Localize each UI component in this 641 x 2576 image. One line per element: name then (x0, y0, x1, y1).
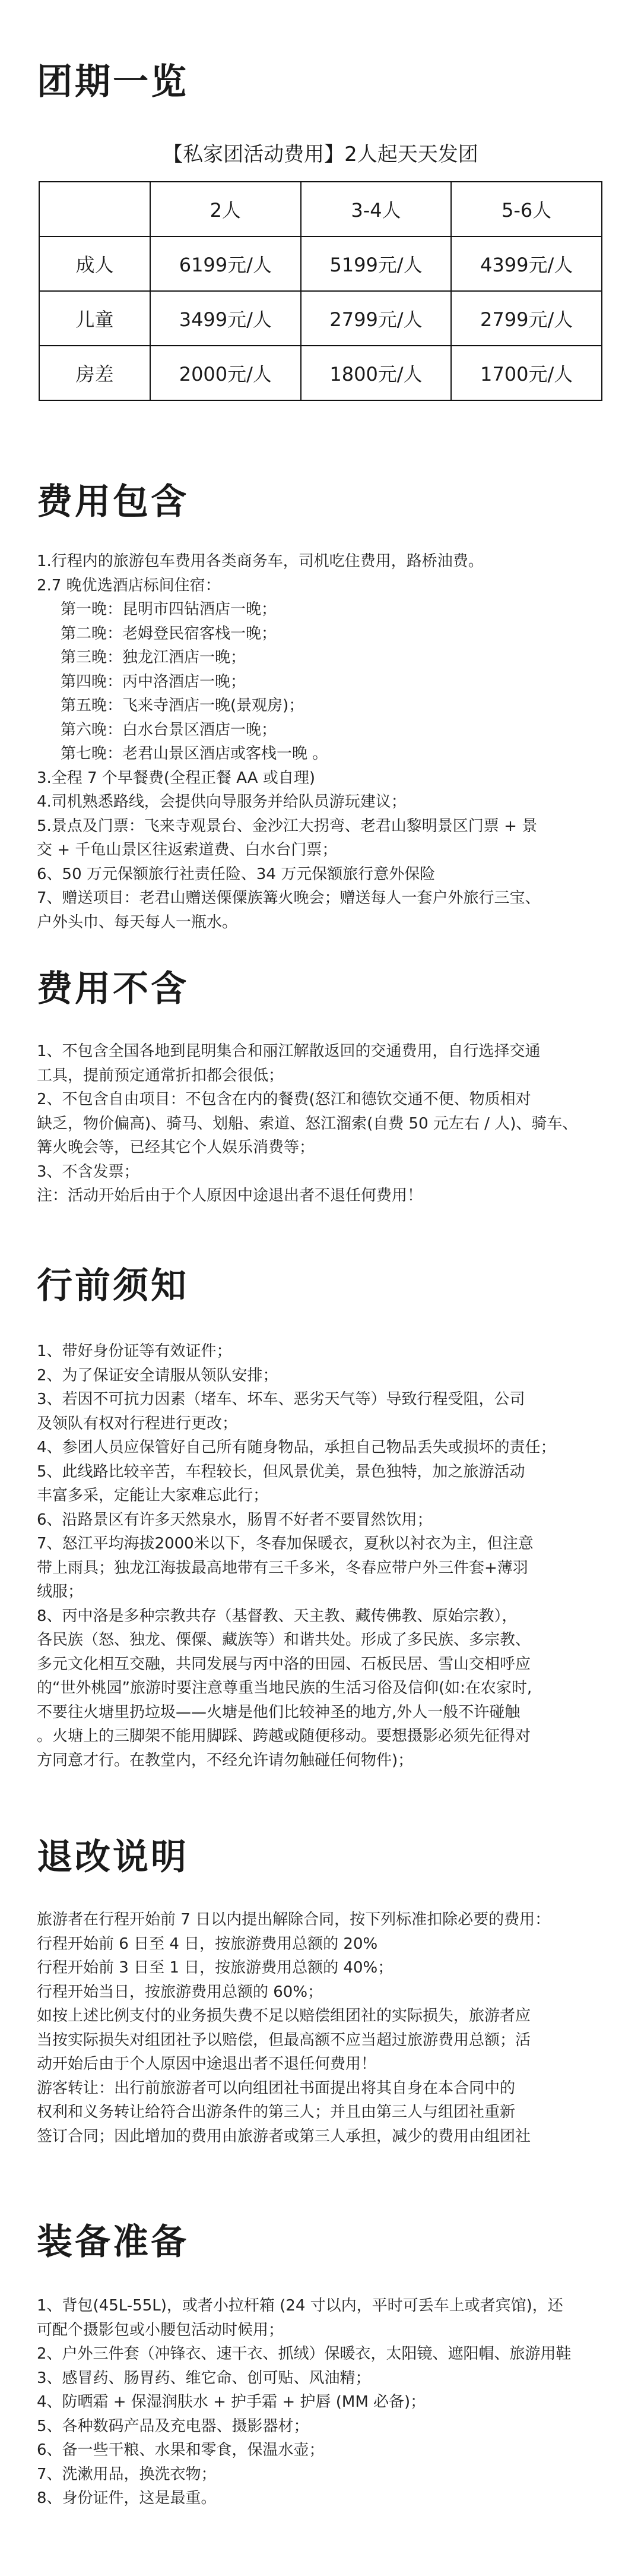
list-item: 6、备一些干粮、水果和零食，保温水壶； (37, 2441, 325, 2459)
list-item: 第二晚：老姆登民宿客栈一晚； (61, 624, 277, 643)
refund-title: 退改说明 (37, 1837, 189, 1878)
table-header-cell: 2人 (150, 182, 301, 236)
list-item: 权利和义务转让给符合出游条件的第三人；并且由第三人与组团社重新 (37, 2103, 516, 2121)
row-label: 儿童 (39, 291, 150, 346)
price-table (39, 181, 602, 401)
table-cell: 4399元/人 (451, 236, 602, 291)
list-item: 行程开始前 6 日至 4 日，按旅游费用总额的 20% (37, 1935, 378, 1953)
list-item: 的“世外桃园”旅游时要注意尊重当地民族的生活习俗及信仰(如:在农家时, (37, 1679, 532, 1697)
list-item: 及领队有权对行程进行更改； (37, 1414, 238, 1433)
list-item: 2、不包含自由项目：不包含在内的餐费(怒江和德钦交通不便、物质相对 (37, 1091, 531, 1108)
row-label: 成人 (39, 236, 150, 291)
list-item: 行程开始当日，按旅游费用总额的 60%； (37, 1983, 323, 2001)
list-item: 方同意才行。在教堂内，不经允许请勿触碰任何物件)； (37, 1751, 414, 1769)
includes-title: 费用包含 (37, 481, 189, 523)
list-item: 8、身份证件，这是最重。 (37, 2489, 217, 2507)
list-item: 5.景点及门票：飞来寺观景台、金沙江大拐弯、老君山黎明景区门票 + 景 (37, 817, 538, 835)
notices-list (37, 1339, 610, 1772)
notices-title: 行前须知 (37, 1265, 189, 1307)
list-item: 。火塘上的三脚架不能用脚踩、跨越或随便移动。要想摄影必须先征得对 (37, 1727, 531, 1745)
list-item: 4、参团人员应保管好自己所有随身物品，承担自己物品丢失或损坏的责任； (37, 1439, 556, 1456)
list-item: 4.司机熟悉路线，会提供向导服务并给队员游玩建议； (37, 793, 407, 811)
table-cell: 2799元/人 (451, 291, 602, 346)
list-item: 第五晚：飞来寺酒店一晚(景观房)； (61, 697, 304, 715)
list-item: 6、沿路景区有许多天然泉水，肠胃不好者不要冒然饮用； (37, 1510, 433, 1529)
refund-list (37, 1908, 610, 2148)
table-caption: 【私家团活动费用】2人起天天发团 (163, 143, 478, 166)
list-item: 不要往火塘里扔垃圾——火塘是他们比较神圣的地方,外人一般不许碰触 (37, 1703, 521, 1721)
list-item: 缺乏，物价偏高)、骑马、划船、索道、怒江溜索(自费 50 元左右 / 人)、骑车、 (37, 1114, 578, 1133)
list-item: 第七晚：老君山景区酒店或客栈一晚 。 (61, 745, 328, 763)
excludes-title: 费用不含 (37, 968, 189, 1010)
list-item: 3、感冒药、肠胃药、维它命、创可贴、风油精； (37, 2369, 371, 2387)
equipment-list (37, 2294, 610, 2511)
list-item: 7、赠送项目：老君山赠送傈僳族篝火晚会；赠送每人一套户外旅行三宝、 (37, 889, 541, 907)
list-item: 游客转让：出行前旅游者可以向组团社书面提出将其自身在本合同中的 (37, 2079, 516, 2097)
list-item: 7、洗漱用品，换洗衣物； (37, 2465, 217, 2483)
list-item: 旅游者在行程开始前 7 日以内提出解除合同，按下列标准扣除必要的费用： (37, 1911, 551, 1929)
list-item: 第三晚：独龙江酒店一晚； (61, 649, 246, 666)
list-item: 多元文化相互交融，共同发展与丙中洛的田园、石板民居、雪山交相呼应 (37, 1655, 531, 1673)
list-item: 如按上述比例支付的业务损失费不足以赔偿组团社的实际损失，旅游者应 (37, 2007, 531, 2025)
list-item: 带上雨具；独龙江海拔最高地带有三千多米，冬春应带户外三件套+薄羽 (37, 1559, 528, 1577)
list-item: 6、50 万元保额旅行社责任险、34 万元保额旅行意外保险 (37, 865, 436, 883)
table-cell: 1700元/人 (451, 346, 602, 400)
list-item: 3、不含发票； (37, 1162, 139, 1181)
list-item: 1、不包含全国各地到昆明集合和丽江解散返回的交通费用，自行选择交通 (37, 1042, 541, 1060)
table-row (39, 291, 602, 346)
table-header-cell: 5-6人 (451, 182, 602, 236)
list-item: 签订合同；因此增加的费用由旅游者或第三人承担，减少的费用由组团社 (37, 2127, 531, 2145)
list-item: 3.全程 7 个早餐费(全程正餐 AA 或自理) (37, 769, 315, 787)
list-item: 第四晚：丙中洛酒店一晚； (61, 672, 246, 691)
list-item: 丰富多采，定能让大家难忘此行； (37, 1487, 269, 1504)
table-cell: 2799元/人 (301, 291, 452, 346)
list-item: 2、为了保证安全请服从领队安排； (37, 1366, 278, 1385)
list-item: 5、此线路比较辛苦，车程较长，但风景优美，景色独特，加之旅游活动 (37, 1462, 525, 1481)
table-cell: 3499元/人 (150, 291, 301, 346)
list-item: 1、背包(45L-55L)，或者小拉杆箱 (24 寸以内，平时可丢车上或者宾馆)，还 (37, 2297, 563, 2315)
list-item: 工具，提前预定通常折扣都会很低； (37, 1066, 284, 1085)
list-item: 可配个摄影包或小腰包活动时候用； (37, 2321, 284, 2339)
equipment-title: 装备准备 (37, 2221, 189, 2263)
list-item: 篝火晚会等，已经其它个人娱乐消费等； (37, 1139, 315, 1156)
table-header-cell (39, 182, 150, 236)
row-label: 房差 (39, 346, 150, 400)
list-item: 第一晚：昆明市四钻酒店一晚； (61, 600, 277, 618)
list-item: 5、各种数码产品及充电器、摄影器材； (37, 2417, 309, 2435)
table-row (39, 346, 602, 400)
list-item: 各民族（怒、独龙、傈僳、藏族等）和谐共处。形成了多民族、多宗教、 (37, 1631, 531, 1649)
table-row (39, 236, 602, 291)
excludes-list (37, 1039, 610, 1208)
list-item: 2、户外三件套（冲锋衣、速干衣、抓绒）保暖衣，太阳镜、遮阳帽、旅游用鞋 (37, 2345, 572, 2363)
list-item: 交 + 千龟山景区往返索道费、白水台门票； (37, 841, 338, 859)
list-item: 8、丙中洛是多种宗教共存（基督教、天主教、藏传佛教、原始宗教）， (37, 1607, 518, 1625)
list-item: 1、带好身份证等有效证件； (37, 1342, 232, 1360)
table-cell: 5199元/人 (301, 236, 452, 291)
list-item: 2.7 晚优选酒店标间住宿： (37, 576, 221, 595)
table-cell: 2000元/人 (150, 346, 301, 400)
list-item: 动开始后由于个人原因中途退出者不退任何费用！ (37, 2055, 377, 2073)
includes-list (37, 549, 610, 934)
schedule-title: 团期一览 (37, 61, 189, 103)
table-header-cell: 3-4人 (301, 182, 452, 236)
list-item: 4、防晒霜 + 保湿润肤水 + 护手霜 + 护唇 (MM 必备)； (37, 2393, 426, 2411)
table-cell: 6199元/人 (150, 236, 301, 291)
list-item: 1.行程内的旅游包车费用各类商务车，司机吃住费用，路桥油费。 (37, 552, 484, 570)
list-item: 7、怒江平均海拔2000米以下，冬春加保暖衣，夏秋以衬衣为主，但注意 (37, 1535, 534, 1553)
table-cell: 1800元/人 (301, 346, 452, 400)
list-item: 3、若因不可抗力因素（堵车、坏车、恶劣天气等）导致行程受阻，公司 (37, 1390, 525, 1408)
list-item: 当按实际损失对组团社予以赔偿，但最高额不应当超过旅游费用总额；活 (37, 2031, 531, 2049)
list-item: 行程开始前 3 日至 1 日，按旅游费用总额的 40%； (37, 1959, 394, 1977)
list-item: 户外头巾、每天每人一瓶水。 (37, 913, 238, 931)
list-item: 注：活动开始后由于个人原因中途退出者不退任何费用！ (37, 1187, 423, 1205)
table-header-row (39, 182, 602, 236)
list-item: 第六晚：白水台景区酒店一晚； (61, 720, 277, 739)
list-item: 绒服； (37, 1583, 84, 1601)
